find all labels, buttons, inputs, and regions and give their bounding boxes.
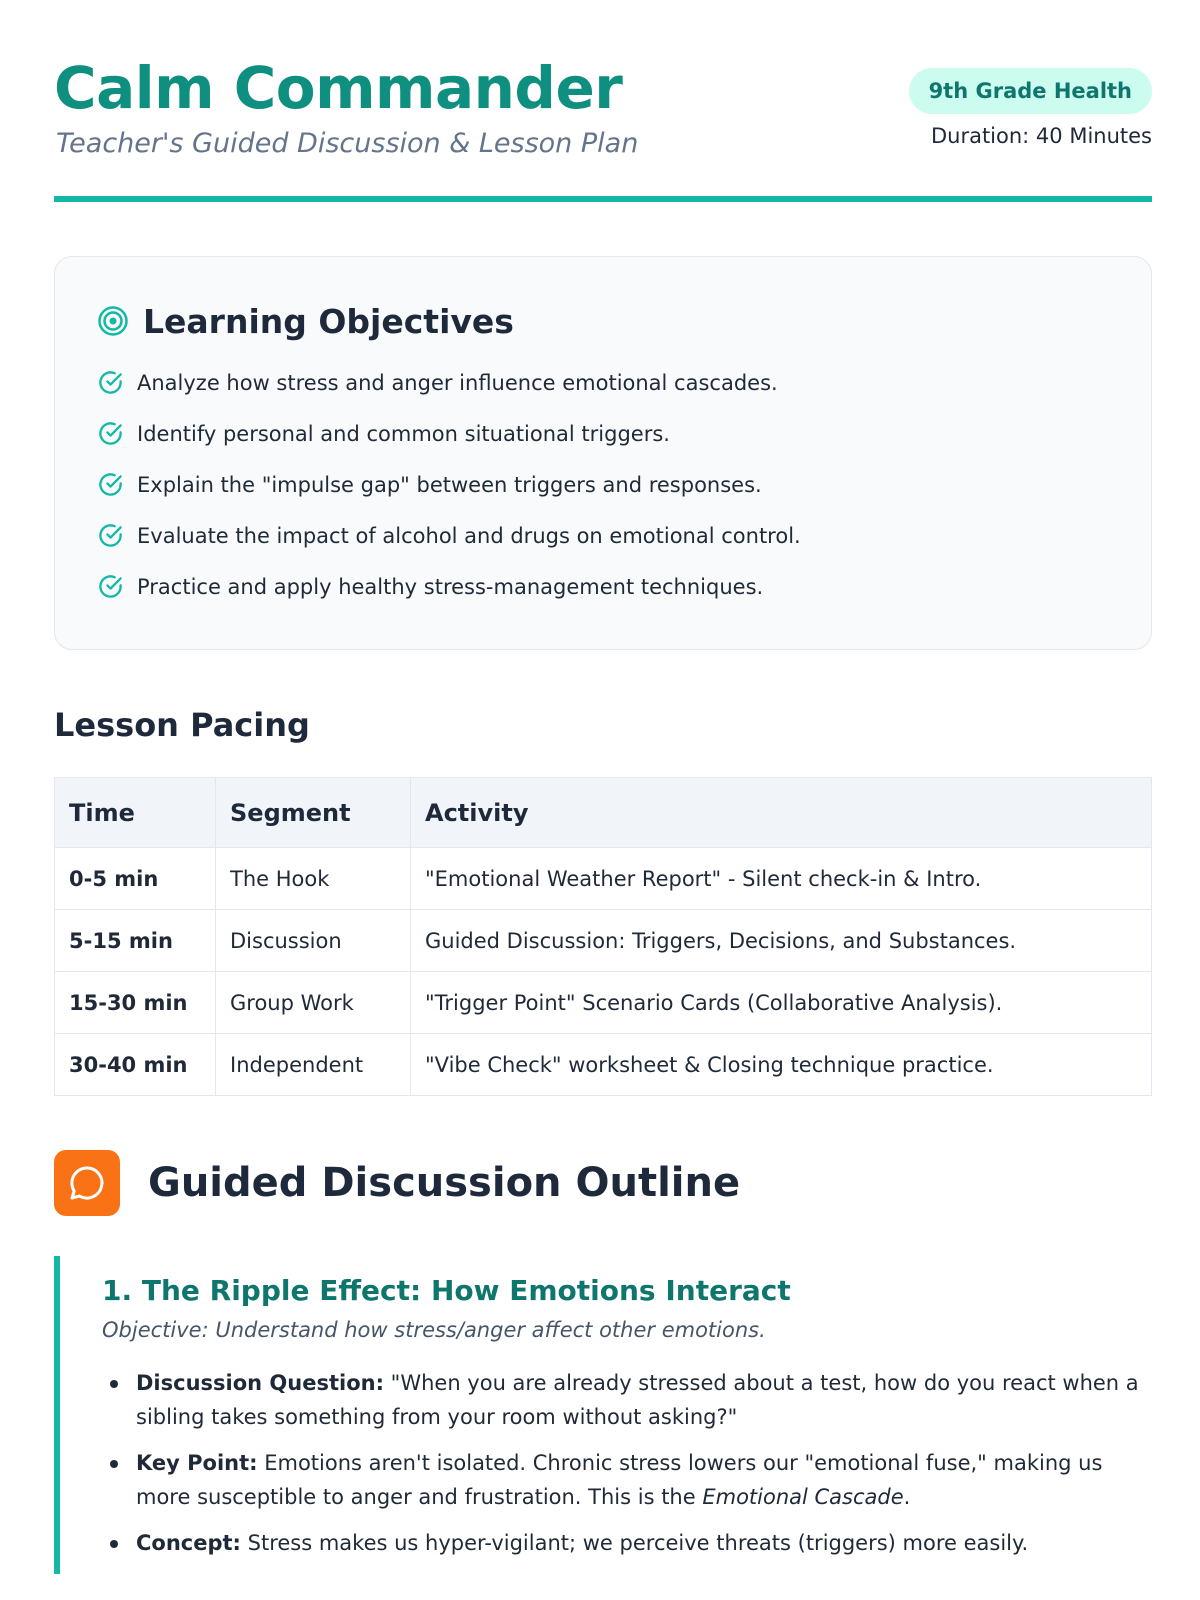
table-row <box>55 972 1152 1034</box>
activity-cell: "Vibe Check" worksheet & Closing technique practice. <box>411 1034 1152 1096</box>
chat-bubble-icon <box>67 1163 107 1203</box>
objectives-list <box>97 357 801 612</box>
point-tail: . <box>903 1485 911 1509</box>
target-icon <box>97 305 129 337</box>
discussion-section-1 <box>54 1256 1152 1574</box>
objective-item <box>97 459 801 510</box>
outline-heading <box>54 1150 740 1216</box>
point-text: "When you are already stressed about a test, how do you react when a sibling takes something from your room without asking?" <box>136 1371 1139 1429</box>
page-title: Calm Commander <box>54 54 623 122</box>
check-circle-icon <box>97 420 124 447</box>
objective-text: Identify personal and common situational triggers. <box>137 421 670 446</box>
column-header: Time <box>55 778 216 848</box>
objective-text: Analyze how stress and anger influence emotional cascades. <box>137 370 778 395</box>
column-header: Segment <box>216 778 411 848</box>
check-circle-icon <box>97 471 124 498</box>
section-objective: Objective: Understand how stress/anger affect other emotions. <box>102 1318 766 1342</box>
activity-cell: "Emotional Weather Report" - Silent check-in & Intro. <box>411 848 1152 910</box>
time-cell: 15-30 min <box>55 972 216 1034</box>
learning-objectives-card <box>54 256 1152 650</box>
segment-cell: The Hook <box>216 848 411 910</box>
activity-cell: Guided Discussion: Triggers, Decisions, and Substances. <box>411 910 1152 972</box>
time-cell: 0-5 min <box>55 848 216 910</box>
lesson-plan-page <box>54 0 1152 1555</box>
page-subtitle: Teacher's Guided Discussion & Lesson Plan <box>56 128 639 159</box>
time-cell: 30-40 min <box>55 1034 216 1096</box>
point-label: Key Point: <box>136 1451 258 1475</box>
table-row <box>55 1034 1152 1096</box>
objective-item <box>97 357 801 408</box>
list-item <box>102 1366 1142 1434</box>
table-header-row <box>55 778 1152 848</box>
point-label: Discussion Question: <box>136 1371 384 1395</box>
grade-badge: 9th Grade Health <box>909 68 1152 114</box>
objective-text: Practice and apply healthy stress-management techniques. <box>137 574 764 599</box>
header <box>54 0 1152 202</box>
segment-cell: Group Work <box>216 972 411 1034</box>
point-text: Stress makes us hyper-vigilant; we perceive threats (triggers) more easily. <box>240 1531 1029 1555</box>
column-header: Activity <box>411 778 1152 848</box>
point-text: Emotions aren't isolated. Chronic stress lowers our "emotional fuse," making us more susceptible to anger and frustration. This is the <box>136 1451 1103 1509</box>
objective-text: Evaluate the impact of alcohol and drugs on emotional control. <box>137 523 801 548</box>
check-circle-icon <box>97 369 124 396</box>
check-circle-icon <box>97 522 124 549</box>
check-circle-icon <box>97 573 124 600</box>
pacing-table <box>54 777 1152 1096</box>
duration-label: Duration: 40 Minutes <box>930 124 1152 148</box>
objective-item <box>97 561 801 612</box>
outline-title: Guided Discussion Outline <box>148 1160 741 1206</box>
time-cell: 5-15 min <box>55 910 216 972</box>
section-points <box>102 1366 1142 1572</box>
objective-text: Explain the "impulse gap" between triggers and responses. <box>137 472 762 497</box>
segment-cell: Discussion <box>216 910 411 972</box>
pacing-title: Lesson Pacing <box>54 706 310 744</box>
table-row <box>55 848 1152 910</box>
outline-icon-box <box>54 1150 120 1216</box>
table-row <box>55 910 1152 972</box>
activity-cell: "Trigger Point" Scenario Cards (Collaborative Analysis). <box>411 972 1152 1034</box>
point-emphasis: Emotional Cascade <box>702 1485 904 1509</box>
list-item <box>102 1446 1142 1514</box>
segment-cell: Independent <box>216 1034 411 1096</box>
list-item <box>102 1526 1142 1560</box>
objective-item <box>97 408 801 459</box>
objectives-heading <box>97 301 514 341</box>
objective-item <box>97 510 801 561</box>
section-title: 1. The Ripple Effect: How Emotions Interact <box>102 1274 791 1307</box>
objectives-title: Learning Objectives <box>143 301 514 341</box>
point-label: Concept: <box>136 1531 241 1555</box>
